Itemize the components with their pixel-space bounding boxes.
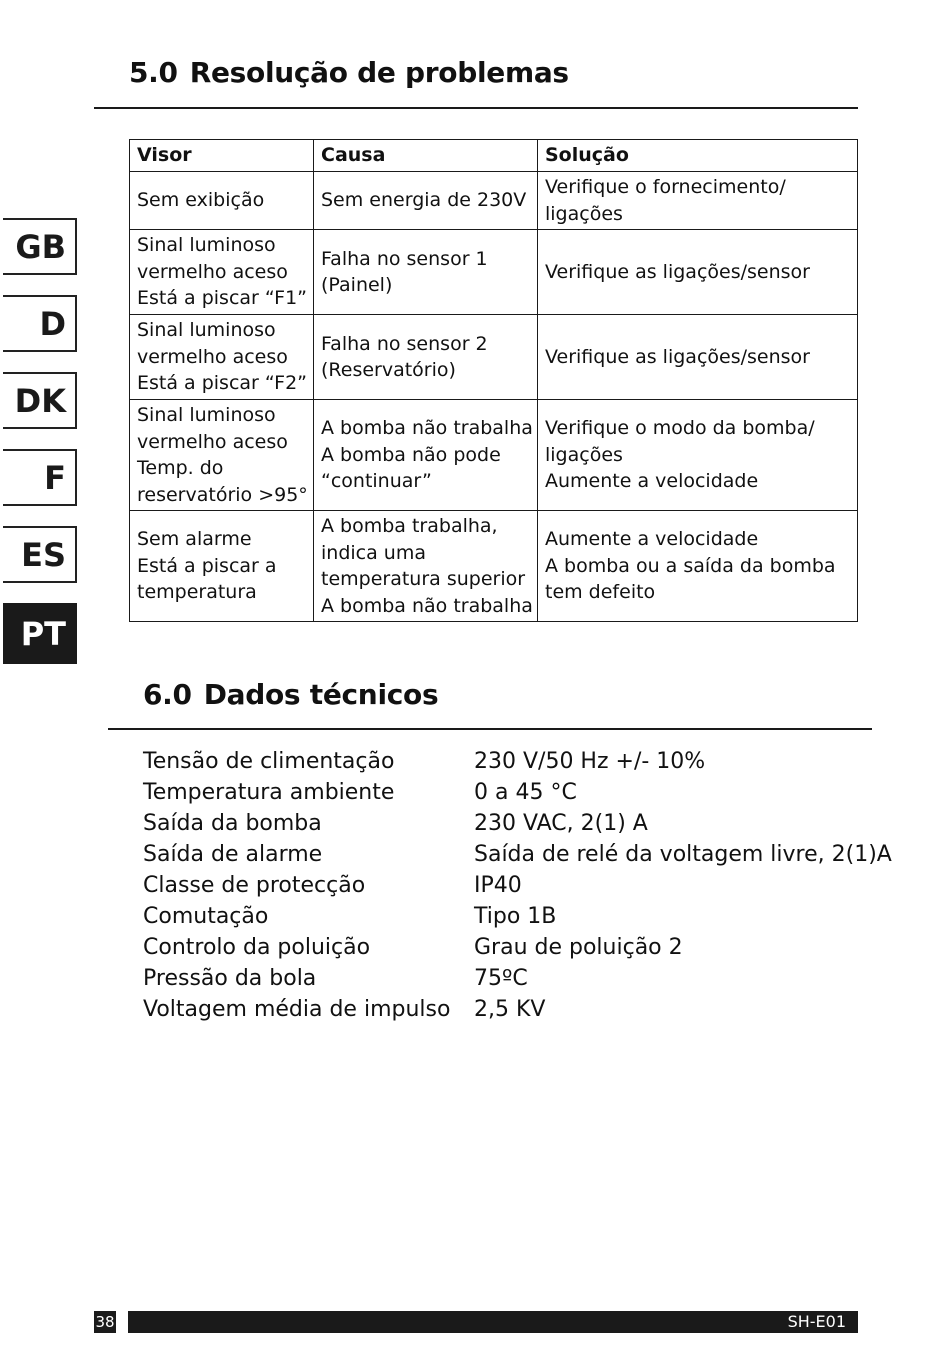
table-header-row [130, 140, 858, 172]
cell-visor [130, 172, 314, 230]
tech-data-value: 230 V/50 Hz +/- 10% [474, 749, 706, 774]
tech-data-value: Tipo 1B [474, 904, 557, 929]
cell-line: tem defeito [545, 581, 656, 604]
section-5-heading [129, 56, 569, 89]
footer-bar [128, 1311, 858, 1333]
cell-line: A bomba ou a saída da bomba [545, 554, 836, 577]
tech-data-row [143, 746, 892, 777]
tech-data-label: Classe de protecção [143, 873, 366, 898]
section-5-title: Resolução de problemas [189, 56, 569, 89]
cell-visor [130, 315, 314, 400]
table-row [130, 400, 858, 511]
tech-data-row [143, 932, 892, 963]
section-5-number: 5.0 [129, 56, 178, 89]
cell-line: Sinal luminoso [137, 234, 276, 257]
section-5-rule [94, 107, 858, 109]
tab-f[interactable]: F [3, 449, 77, 506]
tech-data-label: Voltagem média de impulso [143, 997, 451, 1022]
cell-line: (Reservatório) [321, 359, 456, 381]
cell-line: indica uma [321, 541, 426, 564]
cell-line: “continuar” [321, 470, 432, 493]
cell-causa [314, 315, 538, 400]
cell-solucao [538, 172, 858, 230]
cell-line: vermelho aceso [137, 345, 288, 368]
tech-data-value: 75ºC [474, 966, 528, 991]
cell-line: Está a piscar “F2” [137, 372, 308, 395]
section-6-rule [108, 728, 872, 730]
cell-line: Verifique o fornecimento/ [545, 176, 786, 198]
cell-line: Verifique as ligações/sensor [545, 345, 810, 368]
tech-data-label: Tensão de climentação [143, 749, 395, 774]
cell-line: ligações [545, 202, 623, 225]
tab-es[interactable]: ES [3, 526, 77, 583]
cell-line: ligações [545, 443, 623, 466]
troubleshooting-table [129, 139, 858, 622]
tech-data-row [143, 808, 892, 839]
tech-data-value: 0 a 45 °C [474, 780, 577, 805]
cell-line: A bomba não trabalha [321, 417, 533, 440]
cell-line: Falha no sensor 1 [321, 247, 488, 270]
cell-line: Aumente a velocidade [545, 528, 759, 551]
cell-line: Verifique as ligações/sensor [545, 260, 810, 283]
tab-d[interactable]: D [3, 295, 77, 352]
tech-data-label: Saída de alarme [143, 842, 323, 867]
cell-causa [314, 230, 538, 315]
tech-data-value: 2,5 KV [474, 997, 546, 1022]
tech-data-list [143, 746, 892, 1025]
cell-line: Falha no sensor 2 [321, 332, 488, 355]
cell-line: Aumente a velocidade [545, 470, 759, 493]
cell-line: A bomba não pode [321, 443, 501, 466]
cell-line: A bomba não trabalha [321, 594, 533, 617]
tech-data-row [143, 839, 892, 870]
header-visor: Visor [130, 140, 314, 172]
header-causa: Causa [314, 140, 538, 172]
cell-line: reservatório >95° [137, 483, 308, 506]
cell-solucao [538, 315, 858, 400]
cell-visor [130, 230, 314, 315]
cell-line: temperatura [137, 581, 257, 604]
cell-line: Sinal luminoso [137, 404, 276, 426]
cell-causa [314, 400, 538, 511]
tech-data-row [143, 963, 892, 994]
tech-data-label: Temperatura ambiente [143, 780, 395, 805]
tech-data-label: Saída da bomba [143, 811, 322, 836]
cell-line: Temp. do [137, 457, 224, 479]
table-row [130, 315, 858, 400]
tech-data-value: Grau de poluição 2 [474, 935, 683, 960]
cell-line: vermelho aceso [137, 260, 288, 283]
cell-line: Está a piscar “F1” [137, 287, 308, 310]
cell-solucao [538, 400, 858, 511]
document-code: SH-E01 [787, 1312, 846, 1331]
cell-line: Sem exibição [137, 189, 265, 212]
cell-solucao [538, 230, 858, 315]
cell-line: Sem alarme [137, 528, 252, 551]
tech-data-label: Pressão da bola [143, 966, 317, 991]
tab-gb[interactable]: GB [3, 218, 77, 275]
cell-line: vermelho aceso [137, 430, 288, 453]
cell-line: (Painel) [321, 274, 393, 296]
table-row [130, 172, 858, 230]
tech-data-row [143, 870, 892, 901]
cell-line: Está a piscar a [137, 554, 277, 577]
cell-line: Verifique o modo da bomba/ [545, 417, 815, 440]
tech-data-label: Comutação [143, 904, 269, 929]
tech-data-value: Saída de relé da voltagem livre, 2(1)A [474, 842, 892, 867]
tech-data-row [143, 901, 892, 932]
section-6-title: Dados técnicos [203, 678, 439, 711]
cell-causa [314, 172, 538, 230]
cell-line: Sinal luminoso [137, 319, 276, 342]
page-number: 38 [95, 1313, 115, 1331]
cell-line: Sem energia de 230V [321, 189, 527, 212]
tech-data-value: 230 VAC, 2(1) A [474, 811, 648, 836]
tech-data-label: Controlo da poluição [143, 935, 371, 960]
cell-visor [130, 511, 314, 622]
cell-visor [130, 400, 314, 511]
cell-line: A bomba trabalha, [321, 515, 498, 537]
cell-line: temperatura superior [321, 568, 526, 590]
tech-data-row [143, 994, 892, 1025]
section-6-heading [143, 678, 438, 711]
header-solucao: Solução [538, 140, 858, 172]
tab-dk[interactable]: DK [3, 372, 77, 429]
tech-data-row [143, 777, 892, 808]
section-6-number: 6.0 [143, 678, 192, 711]
tech-data-value: IP40 [474, 873, 522, 898]
table-row [130, 230, 858, 315]
tab-pt[interactable]: PT [3, 603, 77, 664]
cell-solucao [538, 511, 858, 622]
table-row [130, 511, 858, 622]
cell-causa [314, 511, 538, 622]
